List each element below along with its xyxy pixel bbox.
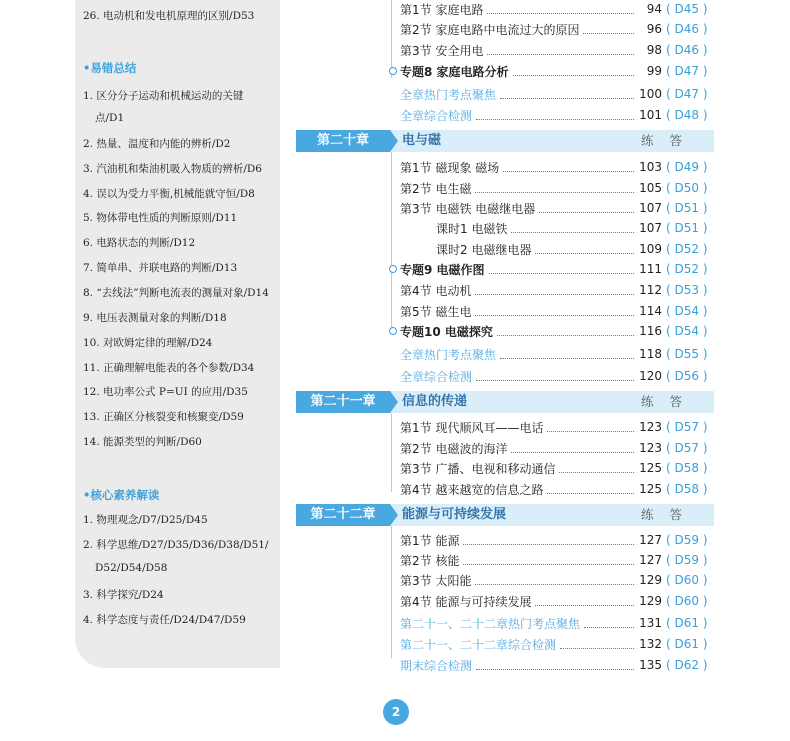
entry-ref: ( D46 ) [666,43,708,57]
chapter-header[interactable] [296,130,714,152]
entry-page: 98 [646,43,662,57]
bullet-marker-icon [389,327,397,335]
entry-title: 期末综合检测 [400,658,473,673]
list-item: D52/D54/D58 [95,562,168,574]
chapter-label: 第二十章 [296,130,390,152]
entry-title: 专题9 电磁作图 [400,262,485,277]
entry-title: 全章热门考点聚焦 [400,347,497,362]
entry-ref: ( D57 ) [666,441,708,455]
entry-title: 专题8 家庭电路分析 [400,64,509,79]
toc-entry-special[interactable] [400,260,714,278]
entry-ref: ( D58 ) [666,482,708,496]
list-item: 6. 电路状态的判断/D12 [83,237,196,249]
entry-page: 123 [639,441,662,455]
entry-ref: ( D62 ) [666,658,708,672]
list-item: 14. 能源类型的判断/D60 [83,436,202,448]
entry-title: 第4节 越来越宽的信息之路 [400,482,544,497]
entry-title: 第3节 电磁铁 电磁继电器 [400,201,536,216]
entry-page: 129 [639,573,662,587]
entry-title: 课时2 电磁继电器 [436,242,532,257]
timeline-line [391,410,392,492]
toc-entry[interactable] [400,459,714,477]
list-item: 3. 科学探究/D24 [83,589,164,601]
toc-entry[interactable] [400,551,714,569]
toc-entry-review[interactable] [400,85,714,103]
chapter-practice-answer: 练答 [640,394,698,409]
toc-entry-test[interactable] [400,635,714,653]
entry-ref: ( D47 ) [666,64,708,78]
entry-ref: ( D48 ) [666,108,708,122]
entry-title: 全章综合检测 [400,108,473,123]
entry-page: 120 [639,369,662,383]
entry-title: 第2节 核能 [400,553,460,568]
entry-ref: ( D60 ) [666,594,708,608]
toc-entry[interactable] [400,439,714,457]
sidebar-top-item: 26. 电动机和发电机原理的区别/D53 [83,10,255,22]
chapter-header[interactable] [296,391,714,413]
toc-entry[interactable] [400,179,714,197]
toc-entry[interactable] [400,592,714,610]
entry-page: 129 [639,594,662,608]
entry-page: 107 [639,221,662,235]
entry-title: 专题10 电磁探究 [400,324,493,339]
entry-page: 132 [639,637,662,651]
list-item: 12. 电功率公式 P=UI 的应用/D35 [83,386,248,398]
entry-ref: ( D60 ) [666,573,708,587]
entry-title: 课时1 电磁铁 [436,221,508,236]
toc-entry-review[interactable] [400,345,714,363]
toc-entry[interactable] [400,158,714,176]
entry-page: 109 [639,242,662,256]
entry-page: 94 [646,2,662,16]
entry-title: 第1节 磁现象 磁场 [400,160,500,175]
toc-entry[interactable] [400,302,714,320]
toc-entry-special[interactable] [400,322,714,340]
entry-title: 第1节 家庭电路 [400,2,484,17]
entry-title: 第3节 太阳能 [400,573,472,588]
entry-ref: ( D52 ) [666,262,708,276]
entry-ref: ( D56 ) [666,369,708,383]
entry-page: 107 [639,201,662,215]
entry-title: 第4节 能源与可持续发展 [400,594,532,609]
entry-ref: ( D50 ) [666,181,708,195]
entry-page: 125 [639,461,662,475]
toc-entry-test[interactable] [400,367,714,385]
list-item: 4. 科学态度与责任/D24/D47/D59 [83,614,246,626]
list-item: 11. 正确理解电能表的各个参数/D34 [83,362,255,374]
entry-title: 第1节 现代顺风耳——电话 [400,420,544,435]
timeline-line [391,138,392,334]
entry-page: 125 [639,482,662,496]
chapter-label: 第二十一章 [296,391,390,413]
toc-entry-test[interactable] [400,106,714,124]
list-item: 点/D1 [95,112,125,124]
list-item: 5. 物体带电性质的判断原则/D11 [83,212,238,224]
entry-title: 全章热门考点聚焦 [400,87,497,102]
toc-entry[interactable] [400,418,714,436]
entry-ref: ( D61 ) [666,616,708,630]
entry-page: 105 [639,181,662,195]
entry-title: 第4节 电动机 [400,283,472,298]
entry-ref: ( D57 ) [666,420,708,434]
toc-entry-lesson[interactable] [436,219,714,237]
entry-page: 116 [639,324,662,338]
list-item: 7. 简单串、并联电路的判断/D13 [83,262,238,274]
chapter-label: 第二十二章 [296,504,390,526]
toc-entry-lesson[interactable] [436,240,714,258]
entry-title: 第2节 家庭电路中电流过大的原因 [400,22,580,37]
entry-title: 第二十一、二十二章综合检测 [400,637,557,652]
entry-page: 112 [639,283,662,297]
list-item: 3. 汽油机和柴油机吸入物质的辨析/D6 [83,163,262,175]
entry-ref: ( D51 ) [666,201,708,215]
entry-ref: ( D55 ) [666,347,708,361]
bullet-marker-icon [389,265,397,273]
entry-ref: ( D47 ) [666,87,708,101]
list-item: 8. “去线法”判断电流表的测量对象/D14 [83,287,269,299]
entry-ref: ( D51 ) [666,221,708,235]
entry-page: 135 [639,658,662,672]
toc-entry-final[interactable] [400,656,714,674]
entry-page: 111 [639,262,662,276]
list-item: 13. 正确区分核裂变和核聚变/D59 [83,411,244,423]
entry-page: 114 [639,304,662,318]
entry-title: 第3节 安全用电 [400,43,484,58]
entry-page: 118 [639,347,662,361]
entry-ref: ( D61 ) [666,637,708,651]
toc-entry[interactable] [400,199,714,217]
entry-page: 99 [646,64,662,78]
list-item: 4. 误以为受力平衡,机械能就守恒/D8 [83,188,255,200]
bullet-marker-icon [389,67,397,75]
toc-entry[interactable] [400,0,714,18]
toc-entry[interactable] [400,20,714,38]
timeline-line [391,525,392,658]
section-heading-errors: •易错总结 [83,61,137,75]
entry-ref: ( D45 ) [666,2,708,16]
entry-ref: ( D52 ) [666,242,708,256]
entry-page: 100 [639,87,662,101]
toc-entry-review[interactable] [400,614,714,632]
entry-ref: ( D54 ) [666,304,708,318]
toc-entry[interactable] [400,531,714,549]
chapter-title: 能源与可持续发展 [402,507,507,522]
entry-ref: ( D59 ) [666,553,708,567]
list-item: 9. 电压表测量对象的判断/D18 [83,312,227,324]
sidebar-index [75,0,280,668]
entry-ref: ( D58 ) [666,461,708,475]
entry-page: 101 [639,108,662,122]
entry-title: 第1节 能源 [400,533,460,548]
entry-ref: ( D46 ) [666,22,708,36]
chapter-header[interactable] [296,504,714,526]
section-heading-core: •核心素养解读 [83,488,160,502]
toc-entry-special[interactable] [400,62,714,80]
entry-title: 第2节 电磁波的海洋 [400,441,508,456]
entry-title: 第2节 电生磁 [400,181,472,196]
entry-ref: ( D59 ) [666,533,708,547]
list-item: 10. 对欧姆定律的理解/D24 [83,337,213,349]
entry-page: 131 [639,616,662,630]
toc-entry[interactable] [400,480,714,498]
entry-title: 全章综合检测 [400,369,473,384]
entry-page: 127 [639,533,662,547]
chapter-title: 信息的传递 [402,394,468,409]
toc-entry[interactable] [400,281,714,299]
list-item: 2. 科学思维/D27/D35/D36/D38/D51/ [83,539,269,551]
list-item: 2. 热量、温度和内能的辨析/D2 [83,138,231,150]
entry-title: 第二十一、二十二章热门考点聚焦 [400,616,581,631]
entry-ref: ( D54 ) [666,324,708,338]
toc-entry[interactable] [400,571,714,589]
entry-page: 127 [639,553,662,567]
toc-entry[interactable] [400,41,714,59]
entry-ref: ( D53 ) [666,283,708,297]
entry-title: 第3节 广播、电视和移动通信 [400,461,556,476]
chapter-practice-answer: 练答 [640,507,698,522]
list-item: 1. 区分分子运动和机械运动的关键 [83,90,244,102]
page-number-badge: 2 [383,699,409,725]
entry-title: 第5节 磁生电 [400,304,472,319]
list-item: 1. 物理观念/D7/D25/D45 [83,514,208,526]
entry-page: 103 [639,160,662,174]
entry-page: 96 [646,22,662,36]
entry-page: 123 [639,420,662,434]
chapter-title: 电与磁 [402,133,442,148]
chapter-practice-answer: 练答 [640,133,698,148]
entry-ref: ( D49 ) [666,160,708,174]
